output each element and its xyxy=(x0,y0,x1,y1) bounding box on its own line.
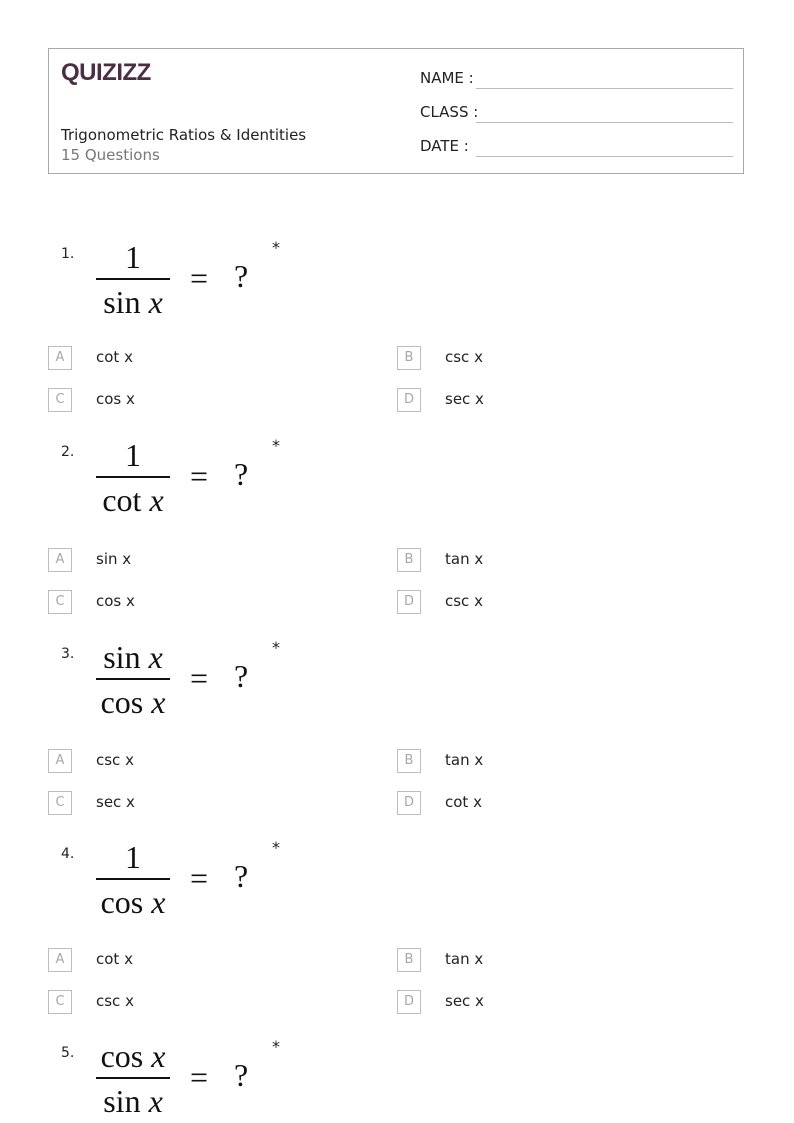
option-text: cot x xyxy=(96,950,133,968)
denominator: cos x xyxy=(100,684,166,720)
option-letter: A xyxy=(48,749,72,773)
numerator: 1 xyxy=(125,437,141,473)
unknown-mark: ? xyxy=(234,658,249,694)
option-letter: D xyxy=(397,590,421,614)
question-number: 1. xyxy=(61,246,75,262)
fraction xyxy=(96,238,170,320)
unknown-mark: ? xyxy=(234,456,249,492)
question-count: 15 Questions xyxy=(61,146,160,164)
equals-sign: = xyxy=(190,660,209,696)
fraction xyxy=(96,436,170,518)
equals-sign: = xyxy=(190,1059,209,1095)
fraction xyxy=(96,1037,170,1119)
date-label: DATE : xyxy=(420,137,469,155)
option-letter: D xyxy=(397,990,421,1014)
option-text: cos x xyxy=(96,390,135,408)
unknown-mark: ? xyxy=(234,1057,249,1093)
option-letter: C xyxy=(48,791,72,815)
option-text: sin x xyxy=(96,550,132,568)
date-field[interactable] xyxy=(420,135,733,157)
required-marker: * xyxy=(272,436,280,455)
option-text: sec x xyxy=(445,992,484,1010)
numerator: cos x xyxy=(100,1038,166,1074)
name-field[interactable] xyxy=(420,67,733,89)
option-text: tan x xyxy=(445,751,484,769)
option-letter: B xyxy=(397,948,421,972)
option-text: cot x xyxy=(445,793,482,811)
quizizz-logo: QUIZIZZ xyxy=(61,59,151,86)
required-marker: * xyxy=(272,838,280,857)
question-number: 2. xyxy=(61,444,75,460)
equals-sign: = xyxy=(190,860,209,896)
option-letter: A xyxy=(48,346,72,370)
fraction xyxy=(96,838,170,920)
required-marker: * xyxy=(272,238,280,257)
numerator: 1 xyxy=(125,839,141,875)
unknown-mark: ? xyxy=(234,258,249,294)
denominator: cos x xyxy=(100,884,166,920)
denominator: sin x xyxy=(103,284,163,320)
numerator: sin x xyxy=(103,639,163,675)
class-line[interactable] xyxy=(476,122,733,123)
option-text: csc x xyxy=(96,992,134,1010)
option-letter: C xyxy=(48,388,72,412)
option-letter: A xyxy=(48,948,72,972)
option-letter: B xyxy=(397,749,421,773)
denominator: sin x xyxy=(103,1083,163,1119)
class-label: CLASS : xyxy=(420,103,479,121)
option-letter: D xyxy=(397,791,421,815)
option-text: tan x xyxy=(445,550,484,568)
fraction xyxy=(96,638,170,720)
question-number: 3. xyxy=(61,646,75,662)
question-number: 5. xyxy=(61,1045,75,1061)
name-label: NAME : xyxy=(420,69,474,87)
worksheet-title: Trigonometric Ratios & Identities xyxy=(61,126,307,144)
option-text: cos x xyxy=(96,592,135,610)
required-marker: * xyxy=(272,1037,280,1056)
name-line[interactable] xyxy=(476,88,733,89)
worksheet-header xyxy=(48,48,744,174)
option-letter: C xyxy=(48,990,72,1014)
option-letter: D xyxy=(397,388,421,412)
option-text: tan x xyxy=(445,950,484,968)
question-number: 4. xyxy=(61,846,75,862)
option-letter: B xyxy=(397,346,421,370)
unknown-mark: ? xyxy=(234,858,249,894)
option-text: sec x xyxy=(445,390,484,408)
option-text: csc x xyxy=(445,592,483,610)
denominator: cot x xyxy=(102,482,164,518)
option-text: csc x xyxy=(96,751,134,769)
required-marker: * xyxy=(272,638,280,657)
option-text: csc x xyxy=(445,348,483,366)
equals-sign: = xyxy=(190,458,209,494)
option-text: sec x xyxy=(96,793,135,811)
option-letter: B xyxy=(397,548,421,572)
option-text: cot x xyxy=(96,348,133,366)
date-line[interactable] xyxy=(476,156,733,157)
option-letter: C xyxy=(48,590,72,614)
equals-sign: = xyxy=(190,260,209,296)
class-field[interactable] xyxy=(420,101,733,123)
numerator: 1 xyxy=(125,239,141,275)
option-letter: A xyxy=(48,548,72,572)
